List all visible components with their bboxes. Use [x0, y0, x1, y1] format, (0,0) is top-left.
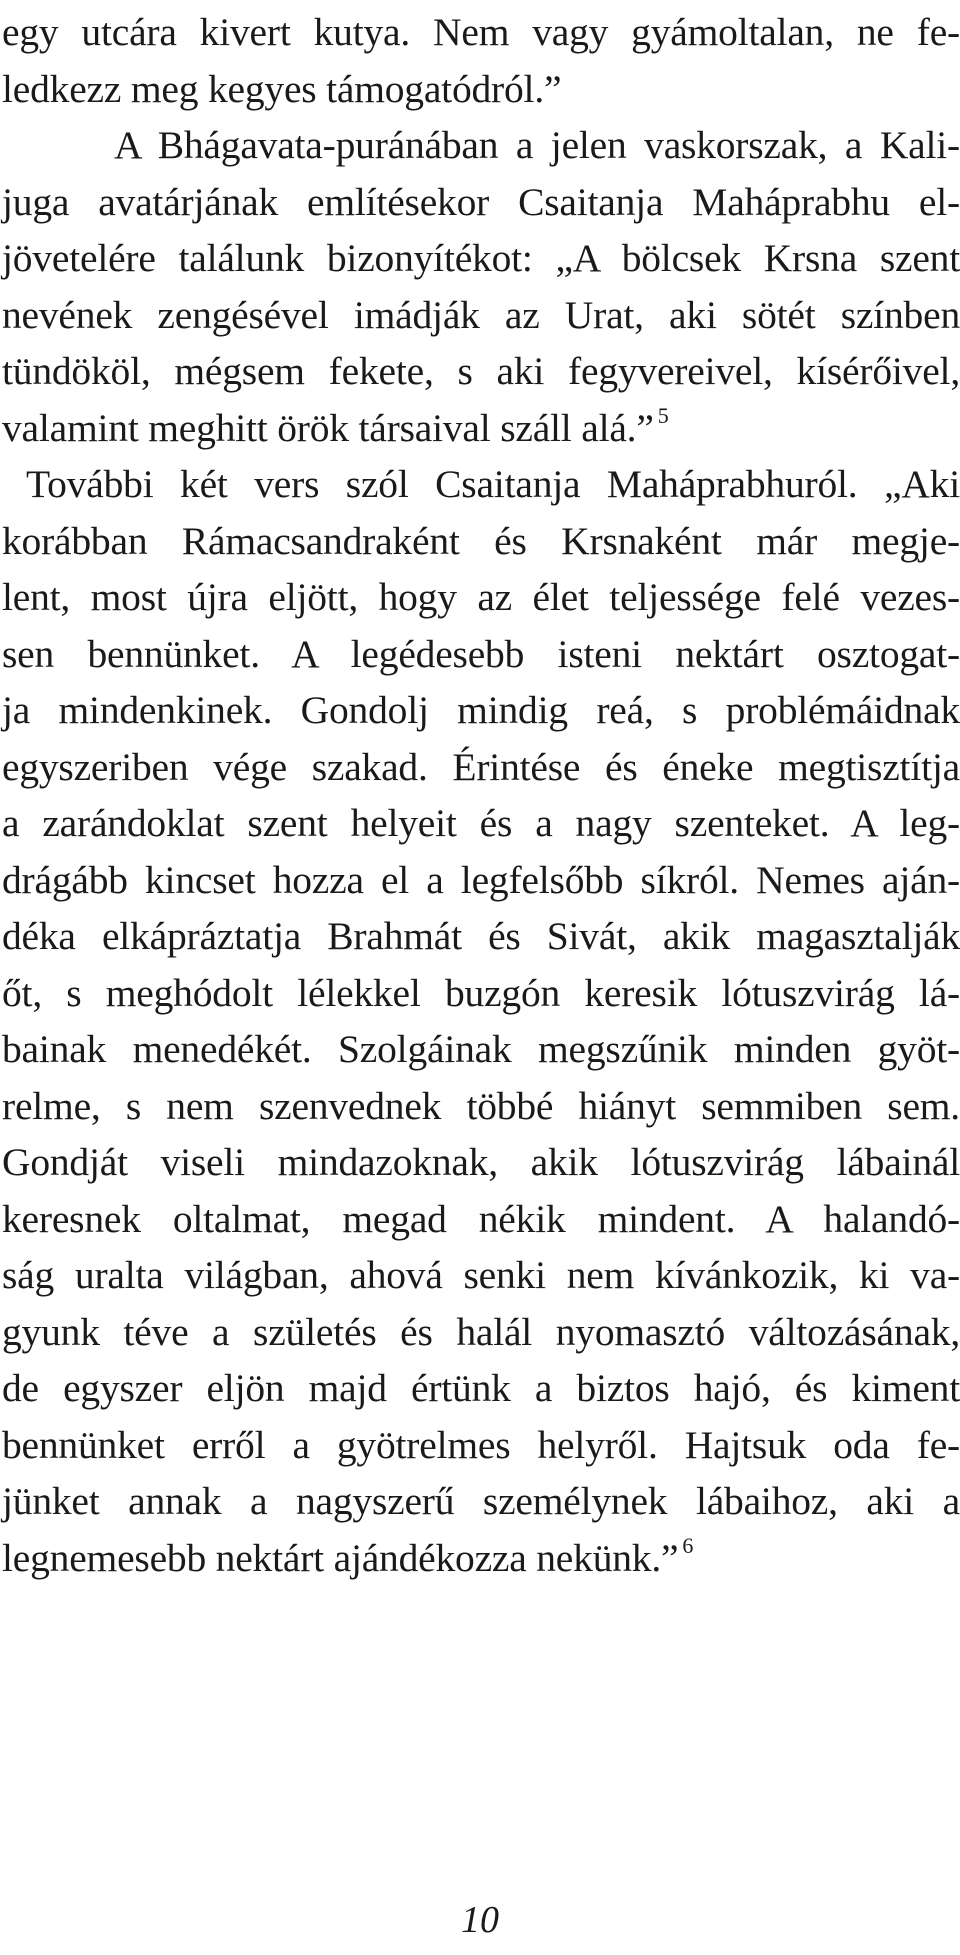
text-line: drágább kincset hozza el a legfelsőbb síkról. Nemes aján-: [2, 857, 960, 902]
text-line: gyunk téve a születés és halál nyomasztó változásának,: [2, 1309, 960, 1354]
text-line: jövetelére találunk bizonyítékot: „A bölcsek Krsna szent: [2, 236, 960, 280]
text-line: tündököl, mégsem fekete, s aki fegyvereivel, kísérőivel,: [2, 349, 960, 393]
text-line-content: legnemesebb nektárt ajándékozza nekünk.”: [2, 1535, 679, 1580]
text-line: keresnek oltalmat, megad nékik mindent. A halandó-: [2, 1196, 960, 1241]
text-line: nevének zengésével imádják az Urat, aki sötét színben: [2, 292, 960, 337]
text-line: őt, s meghódolt lélekkel buzgón keresik lótuszvirág lá-: [2, 970, 960, 1015]
body-text: [2, 4, 960, 1586]
text-line: A Bhágavata-puránában a jelen vaskorszak, a Kali-: [114, 123, 960, 167]
text-line: korábban Rámacsandraként és Krsnaként már megje-: [2, 518, 960, 563]
text-line: jünket annak a nagyszerű személynek lábaihoz, aki a: [2, 1479, 960, 1523]
footnote-reference[interactable]: 5: [657, 402, 669, 428]
text-line: déka elkápráztatja Brahmát és Sivát, akik magasztalják: [2, 914, 960, 958]
text-line: bennünket erről a gyötrelmes helyről. Hajtsuk oda fe-: [2, 1422, 960, 1467]
text-line: egyszeriben vége szakad. Érintése és éneke megtisztítja: [2, 744, 960, 789]
text-line: juga avatárjának említésekor Csaitanja Maháprabhu el-: [2, 179, 960, 224]
footnote-reference[interactable]: 6: [682, 1532, 694, 1558]
text-line: ledkezz meg kegyes támogatódról.”: [2, 66, 562, 111]
text-line: Gondját viseli mindazoknak, akik lótuszvirág lábainál: [2, 1140, 960, 1184]
text-line: lent, most újra eljött, hogy az élet teljessége felé vezes-: [2, 575, 960, 619]
text-line: [2, 400, 960, 457]
text-line: bainak menedékét. Szolgáinak megszűnik minden gyöt-: [2, 1027, 960, 1071]
text-line: egy utcára kivert kutya. Nem vagy gyámoltalan, ne fe-: [2, 10, 960, 54]
text-line: ja mindenkinek. Gondolj mindig reá, s problémáidnak: [2, 688, 960, 732]
text-line: ság uralta világban, ahová senki nem kívánkozik, ki va-: [2, 1253, 960, 1297]
text-line: relme, s nem szenvednek többé hiányt semmiben sem.: [2, 1083, 960, 1128]
text-line: További két vers szól Csaitanja Maháprabhuról. „Aki: [26, 462, 960, 506]
text-line: a zarándoklat szent helyeit és a nagy szenteket. A leg-: [2, 801, 960, 845]
page-number: 10: [461, 1899, 499, 1941]
text-line-content: valamint meghitt örök társaival száll alá.”: [2, 405, 654, 450]
text-line: de egyszer eljön majd értünk a biztos hajó, és kiment: [2, 1366, 960, 1410]
text-line: [2, 1530, 960, 1587]
text-line: sen bennünket. A legédesebb isteni nektárt osztogat-: [2, 631, 960, 676]
